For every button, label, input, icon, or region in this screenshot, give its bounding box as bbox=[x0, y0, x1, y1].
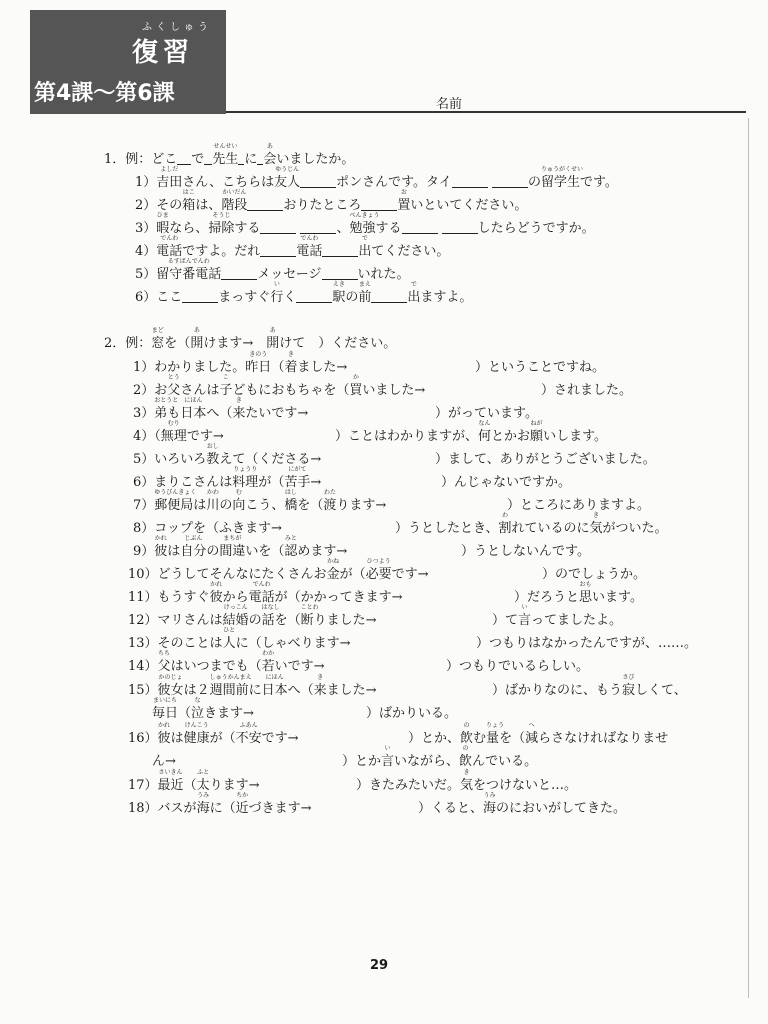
furigana: じぶん bbox=[184, 535, 203, 542]
section2-item-3: 3）弟 おとうと も日本 にほん へ（来 き たいです→ ）がっています。 bbox=[133, 397, 538, 421]
furigana: き bbox=[235, 397, 242, 404]
furigana: せんせい bbox=[213, 143, 238, 150]
furigana: い bbox=[384, 745, 391, 752]
section2-item-9: 9）彼 かれ は自分 じぶん の間違 まちが いを（認 みと めます→ ）うとしないんです。 bbox=[133, 535, 590, 559]
furigana: い bbox=[273, 281, 280, 288]
page-edge-line bbox=[748, 118, 749, 998]
furigana: な bbox=[194, 697, 201, 704]
furigana: おも bbox=[579, 581, 592, 588]
furigana: で bbox=[361, 235, 368, 242]
furigana: きのう bbox=[249, 351, 268, 358]
furigana: かわ bbox=[206, 489, 219, 496]
furigana: べんきょう bbox=[349, 212, 380, 219]
section2-item-16-cont: ん→ ）とか言 い いながら、飲 の んでいる。 bbox=[152, 745, 538, 769]
furigana: はなし bbox=[261, 604, 280, 611]
furigana: あ bbox=[266, 143, 273, 150]
furigana: とう bbox=[167, 374, 180, 381]
furigana: でんわ bbox=[300, 235, 319, 242]
furigana: ねが bbox=[530, 420, 543, 427]
furigana: そうじ bbox=[212, 212, 231, 219]
furigana: かれ bbox=[158, 722, 171, 729]
furigana: き bbox=[287, 351, 294, 358]
answer-blank bbox=[492, 174, 528, 188]
furigana: みと bbox=[284, 535, 297, 542]
furigana: まえ bbox=[358, 281, 371, 288]
furigana: ひと bbox=[223, 627, 236, 634]
furigana: へ bbox=[528, 722, 535, 729]
section2-item-2: 2）お父 とう さんは子 こ どもにおもちゃを（買 か いました→ ）されました。 bbox=[133, 374, 633, 398]
furigana: き bbox=[593, 512, 600, 519]
furigana: い bbox=[521, 604, 528, 611]
furigana: き bbox=[463, 769, 470, 776]
furigana: かれ bbox=[154, 535, 167, 542]
section2-item-4: 4）（無理 むり です→ ）ことはわかりますが、何 なん とかお願 ねが いします。 bbox=[133, 420, 608, 444]
furigana: りょうり bbox=[233, 466, 258, 473]
furigana: るすばんでんわ bbox=[167, 258, 210, 265]
furigana: まいにち bbox=[153, 697, 178, 704]
answer-blank bbox=[221, 266, 257, 280]
furigana: むり bbox=[167, 420, 180, 427]
section2-example: 2．例：窓 まど を（開 あ けます→ 開 あ けて ）ください。 bbox=[104, 327, 397, 351]
furigana: ちか bbox=[236, 792, 249, 799]
answer-blank bbox=[300, 174, 336, 188]
furigana: よしだ bbox=[160, 166, 179, 173]
answer-blank bbox=[452, 174, 488, 188]
section2-item-5: 5）いろいろ教 おし えて（くださる→ ）まして、ありがとうございました。 bbox=[133, 443, 656, 467]
answer-blank bbox=[247, 197, 283, 211]
furigana: にがて bbox=[288, 466, 307, 473]
furigana: ふあん bbox=[239, 722, 258, 729]
answer-blank bbox=[361, 197, 397, 211]
furigana: かのじょ bbox=[158, 674, 183, 681]
answer-blank bbox=[322, 266, 358, 280]
furigana: か bbox=[352, 374, 359, 381]
furigana: ひま bbox=[156, 212, 169, 219]
section1-item-4: 4）電話 でんわ ですよ。だれ 電話 でんわ 出 で てください。 bbox=[135, 235, 450, 259]
furigana: で bbox=[410, 281, 417, 288]
answer-blank bbox=[322, 243, 358, 257]
furigana: りょう bbox=[486, 722, 505, 729]
lesson-range: 第4課～第6課 bbox=[34, 81, 175, 106]
furigana: さいきん bbox=[158, 769, 183, 776]
furigana: えき bbox=[332, 281, 345, 288]
section1-item-5: 5）留守番電話 るすばんでんわ メッセージ いれた。 bbox=[135, 258, 410, 282]
furigana: はし bbox=[284, 489, 297, 496]
section2-item-15-cont: 毎日 まいにち （泣 な きます→ ）ばかりいる。 bbox=[152, 697, 458, 721]
furigana: わか bbox=[262, 650, 275, 657]
furigana: けんこう bbox=[184, 722, 209, 729]
section2-item-11: 11）もうすぐ彼 かれ から電話 でんわ が（かかってきます→ ）だろうと思 おも います。 bbox=[128, 581, 643, 605]
furigana: おし bbox=[206, 443, 219, 450]
answer-blank bbox=[177, 151, 191, 165]
answer-blank bbox=[296, 289, 332, 303]
section1-item-1: 1）吉田 よしだ さん、こちらは友人 ゆうじん ポンさんです。タイ の留学生 りゅうがくせい です。 bbox=[135, 166, 618, 190]
section2-item-18: 18）バスが海 うみ に（近 ちか づきます→ ）くると、海 うみ のにおいがしてきた。 bbox=[128, 792, 627, 816]
furigana: うみ bbox=[197, 792, 210, 799]
furigana: にほん bbox=[265, 674, 284, 681]
furigana: まど bbox=[151, 327, 164, 334]
section2-item-6: 6）まりこさんは料理 りょうり が（苦手 にがて → ）んじゃないですか。 bbox=[133, 466, 572, 490]
section2-item-16: 16）彼 かれ は健康 けんこう が（不安 ふあん です→ ）とか、飲 の む量 りょう を（減 へ らさなければなりませ bbox=[128, 722, 669, 746]
furigana: の bbox=[463, 722, 470, 729]
answer-blank bbox=[260, 243, 296, 257]
furigana: ゆうじん bbox=[275, 166, 300, 173]
name-underline bbox=[226, 111, 746, 113]
answer-blank bbox=[402, 220, 438, 234]
name-label: 名前 bbox=[436, 97, 463, 112]
furigana: ことわ bbox=[300, 604, 319, 611]
section2-item-14: 14）父 ちち はいつまでも（若 わか いです→ ）つもりでいるらしい。 bbox=[128, 650, 590, 674]
furigana: お bbox=[400, 189, 407, 196]
page-title: 復習 bbox=[132, 38, 195, 68]
section1-example: 1．例：どこ で 先生 せんせい に 会 あ いましたか。 bbox=[104, 143, 355, 167]
section1-item-2: 2）その箱 はこ は、階段 かいだん おりたところ 置 お いといてください。 bbox=[135, 189, 528, 213]
furigana: でんわ bbox=[160, 235, 179, 242]
title-ruby: ふくしゅう bbox=[142, 22, 212, 33]
furigana: き bbox=[317, 674, 324, 681]
furigana: こ bbox=[222, 374, 229, 381]
furigana: はこ bbox=[182, 189, 195, 196]
answer-blank bbox=[182, 289, 218, 303]
furigana: かね bbox=[327, 558, 340, 565]
answer-blank bbox=[204, 151, 212, 165]
furigana: かれ bbox=[210, 581, 223, 588]
furigana: にほん bbox=[184, 397, 203, 404]
section2-item-7: 7）郵便局 ゆうびんきょく は川 かわ の向 む こう、橋 はし を（渡 わた ります→ ）ところにありますよ。 bbox=[133, 489, 651, 513]
section2-item-10: 10）どうしてそんなにたくさんお金 かね が（必要 ひつよう です→ ）のでしょうか。 bbox=[128, 558, 647, 582]
answer-blank bbox=[442, 220, 478, 234]
furigana: わた bbox=[323, 489, 336, 496]
section2-item-15: 15）彼女 かのじょ は２週間前 しゅうかんまえ に日本 にほん へ（来 き ました→ ）ばかりなのに、もう寂 さび しくて、 bbox=[128, 674, 687, 698]
page-number: 29 bbox=[370, 958, 389, 973]
furigana: ふと bbox=[197, 769, 210, 776]
section2-item-1: 1）わかりました。昨日 きのう （着 き ました→ ）ということですね。 bbox=[133, 351, 606, 375]
furigana: あ bbox=[193, 327, 200, 334]
section2-item-17: 17）最近 さいきん （太 ふと ります→ ）きたみたいだ。気 き をつけないと…。 bbox=[128, 769, 578, 793]
section2-item-12: 12）マリさんは結婚 けっこん の話 はなし を（断 ことわ りました→ ）て言 い ってましたよ。 bbox=[128, 604, 623, 628]
furigana: かいだん bbox=[222, 189, 247, 196]
furigana: でんわ bbox=[252, 581, 271, 588]
furigana: うみ bbox=[483, 792, 496, 799]
furigana: む bbox=[235, 489, 242, 496]
furigana: あ bbox=[269, 327, 276, 334]
section1-item-6: 6）ここ まっすぐ行 い く 駅 えき の前 まえ 出 で ますよ。 bbox=[135, 281, 473, 305]
furigana: ひつよう bbox=[366, 558, 391, 565]
lesson-header bbox=[30, 10, 226, 114]
furigana: さび bbox=[622, 674, 635, 681]
answer-blank bbox=[300, 220, 336, 234]
furigana: ゆうびんきょく bbox=[154, 489, 197, 496]
furigana: なん bbox=[478, 420, 491, 427]
section1-item-3: 3）暇 ひま なら、掃除 そうじ する 、勉強 べんきょう する したらどうですか。 bbox=[135, 212, 595, 236]
furigana: しゅうかんまえ bbox=[209, 674, 252, 681]
furigana: ちち bbox=[158, 650, 171, 657]
answer-blank bbox=[260, 220, 296, 234]
answer-blank bbox=[371, 289, 407, 303]
furigana: まちが bbox=[223, 535, 242, 542]
section2-item-13: 13）そのことは人 ひと に（しゃべります→ ）つもりはなかったんですが、……。 bbox=[128, 627, 698, 651]
furigana: の bbox=[462, 745, 469, 752]
furigana: りゅうがくせい bbox=[540, 166, 583, 173]
furigana: けっこん bbox=[223, 604, 248, 611]
furigana: おとうと bbox=[154, 397, 179, 404]
section2-item-8: 8）コップを（ふきます→ ）うとしたとき、割 わ れているのに気 き がついた。 bbox=[133, 512, 668, 536]
furigana: わ bbox=[501, 512, 508, 519]
